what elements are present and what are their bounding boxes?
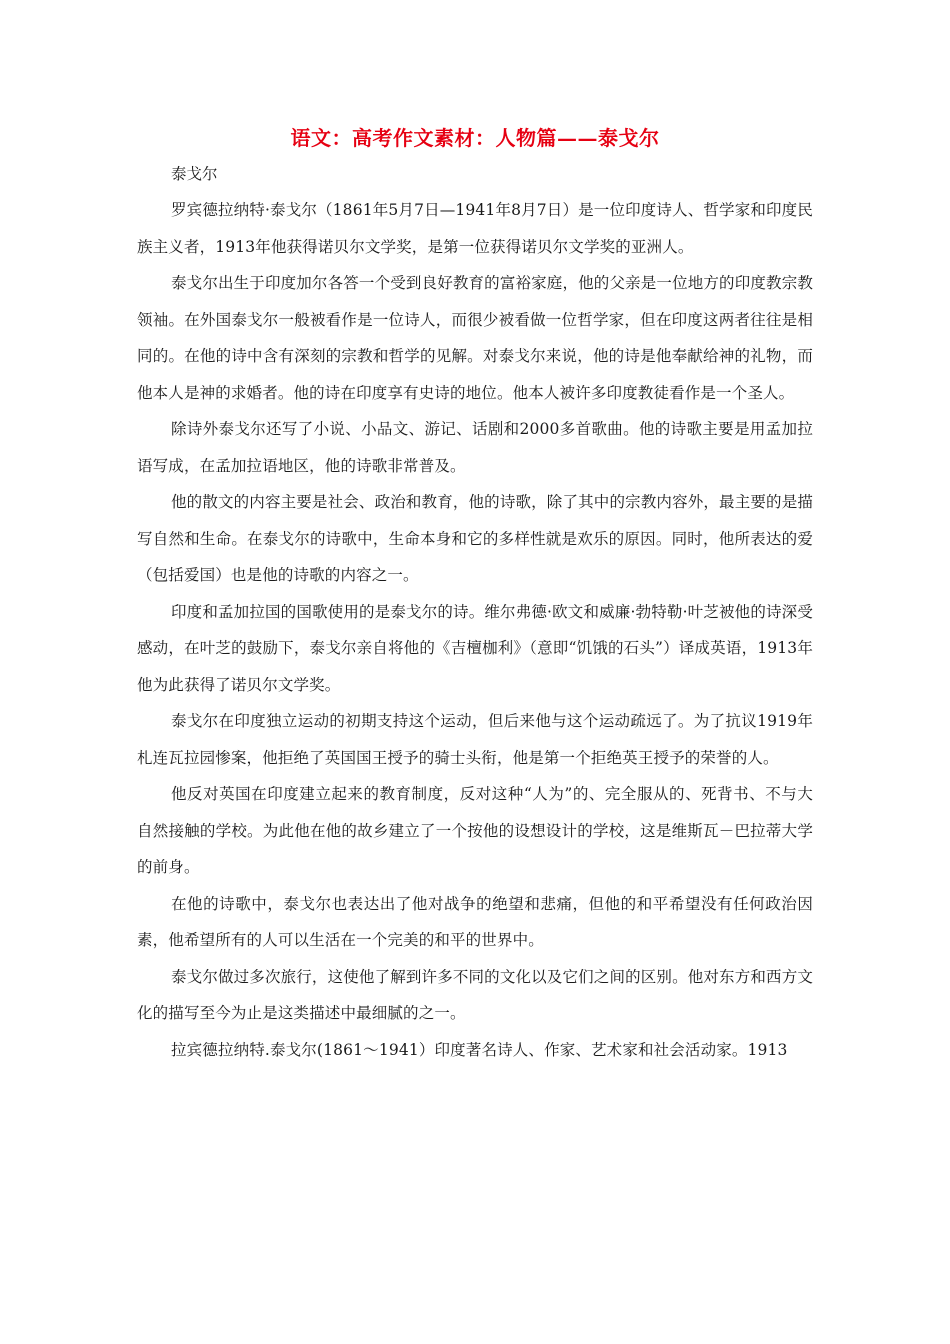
paragraph: 除诗外泰戈尔还写了小说、小品文、游记、话剧和2000多首歌曲。他的诗歌主要是用孟加拉语写成，在孟加拉语地区，他的诗歌非常普及。 — [137, 420, 813, 475]
paragraph: 泰戈尔出生于印度加尔各答一个受到良好教育的富裕家庭，他的父亲是一位地方的印度教宗教领袖。在外国泰戈尔一般被看作是一位诗人，而很少被看做一位哲学家，但在印度这两者往往是相同的。在他的诗中含有深刻的宗教和哲学的见解。对泰戈尔来说，他的诗是他奉献给神的礼物，而他本人是神的求婚者。他的诗在印度享有史诗的地位。他本人被许多印度教徒看作是一个圣人。 — [137, 274, 813, 402]
paragraph: 泰戈尔在印度独立运动的初期支持这个运动，但后来他与这个运动疏远了。为了抗议1919年札连瓦拉园惨案，他拒绝了英国国王授予的骑士头衔，他是第一个拒绝英王授予的荣誉的人。 — [137, 712, 813, 767]
paragraph: 在他的诗歌中，泰戈尔也表达出了他对战争的绝望和悲痛，但他的和平希望没有任何政治因素，他希望所有的人可以生活在一个完美的和平的世界中。 — [137, 894, 813, 949]
paragraph: 他的散文的内容主要是社会、政治和教育，他的诗歌，除了其中的宗教内容外，最主要的是描写自然和生命。在泰戈尔的诗歌中，生命本身和它的多样性就是欢乐的原因。同时，他所表达的爱（包括爱国）也是他的诗歌的内容之一。 — [137, 493, 813, 584]
document-title: 语文：高考作文素材：人物篇——泰戈尔 — [290, 126, 660, 150]
paragraph: 泰戈尔做过多次旅行，这使他了解到许多不同的文化以及它们之间的区别。他对东方和西方文化的描写至今为止是这类描述中最细腻的之一。 — [137, 967, 813, 1022]
document-page — [137, 120, 813, 1068]
paragraph: 印度和孟加拉国的国歌使用的是泰戈尔的诗。维尔弗德·欧文和威廉·勃特勒·叶芝被他的诗深受感动，在叶芝的鼓励下，泰戈尔亲自将他的《吉檀枷利》（意即“饥饿的石头”）译成英语，1913年他为此获得了诺贝尔文学奖。 — [137, 602, 813, 694]
paragraph: 他反对英国在印度建立起来的教育制度，反对这种“人为”的、完全服从的、死背书、不与大自然接触的学校。为此他在他的故乡建立了一个按他的设想设计的学校，这是维斯瓦－巴拉蒂大学的前身。 — [137, 785, 813, 876]
paragraph: 罗宾德拉纳特·泰戈尔（1861年5月7日—1941年8月7日）是一位印度诗人、哲学家和印度民族主义者，1913年他获得诺贝尔文学奖，是第一位获得诺贝尔文学奖的亚洲人。 — [137, 201, 813, 256]
paragraph: 拉宾德拉纳特.泰戈尔(1861～1941）印度著名诗人、作家、艺术家和社会活动家。1913 — [171, 1040, 788, 1059]
document-subtitle: 泰戈尔 — [171, 165, 218, 183]
